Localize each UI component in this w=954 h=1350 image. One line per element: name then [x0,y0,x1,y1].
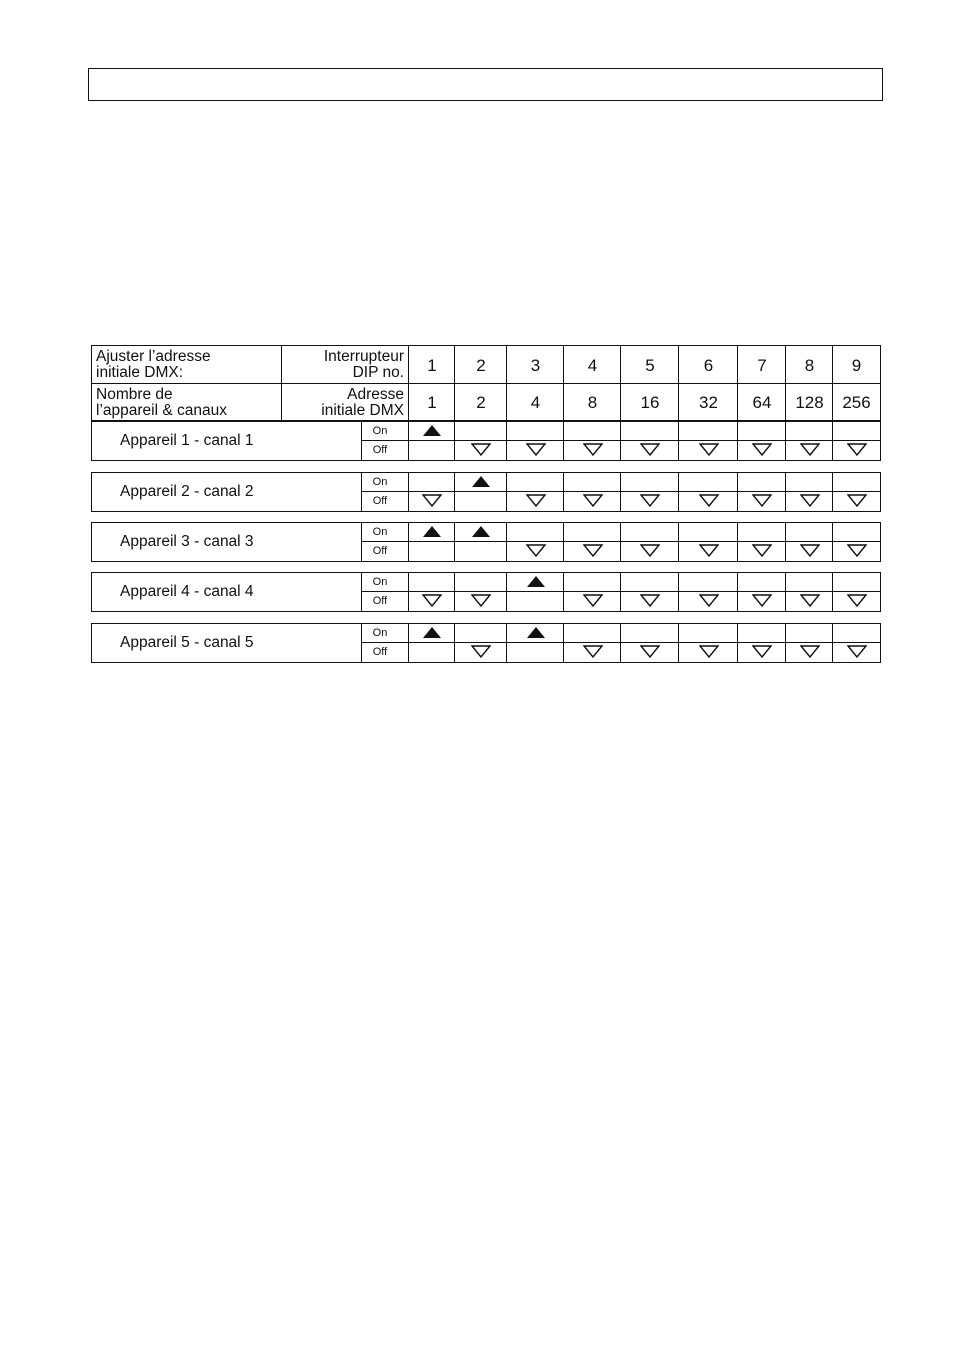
device-row [91,421,881,461]
dip-number-5: 5 [645,355,655,375]
row-column-line [737,473,738,511]
row-mid-line [361,541,880,542]
row-column-line [785,473,786,511]
row-column-line [678,473,679,511]
switch-off-icon [471,645,491,658]
switch-off-icon [800,594,820,607]
dip-address-5: 16 [640,392,660,412]
switch-off-icon [640,494,660,507]
dip-address-4: 8 [587,392,598,412]
row-column-line [454,473,455,511]
switch-off-icon [583,645,603,658]
row-column-line [620,624,621,662]
row-column-line [563,422,564,460]
header-row-line [92,383,880,384]
row-column-line [678,573,679,611]
row-column-line [408,624,409,662]
table-header [91,345,881,421]
row-column-line [832,473,833,511]
switch-off-icon [699,544,719,557]
row-column-line [408,473,409,511]
row-column-line [506,523,507,561]
title-box [88,68,883,101]
off-label: Off [372,495,388,507]
row-column-line [620,573,621,611]
switch-on-icon [422,525,442,538]
row-column-line [563,573,564,611]
switch-off-icon [422,594,442,607]
row-column-line [408,422,409,460]
row-column-line [832,624,833,662]
switch-off-icon [583,594,603,607]
dip-address-8: 128 [795,392,824,412]
row-column-line [563,473,564,511]
device-name: Appareil 5 - canal 5 [120,633,254,651]
row-mid-line [361,642,880,643]
row-column-line [506,573,507,611]
switch-off-icon [526,443,546,456]
row-column-line [832,523,833,561]
row-column-line [737,523,738,561]
row-column-line [785,573,786,611]
dip-address-6: 32 [699,392,718,412]
switch-off-icon [847,645,867,658]
dip-switch-table [91,345,881,658]
dip-number-8: 8 [804,355,815,375]
switch-off-icon [640,645,660,658]
device-row [91,522,881,562]
dip-number-3: 3 [530,355,541,375]
header-adjust-label: Ajuster l’adresse initiale DMX: [96,348,211,381]
device-row [91,623,881,663]
switch-off-icon [847,544,867,557]
switch-off-icon [699,443,719,456]
switch-off-icon [800,494,820,507]
row-column-line [506,473,507,511]
row-mid-line [361,591,880,592]
row-column-line [506,624,507,662]
header-device-label: Nombre de l’appareil & canaux [96,386,227,419]
switch-off-icon [752,645,772,658]
switch-on-icon [422,424,442,437]
switch-off-icon [752,544,772,557]
dip-address-2: 2 [476,392,486,412]
switch-off-icon [800,645,820,658]
header-dip-label: Interrupteur DIP no. [323,348,404,381]
dip-number-1: 1 [427,355,437,375]
switch-on-icon [526,626,546,639]
dip-number-2: 2 [476,355,486,375]
row-column-line [563,624,564,662]
row-column-line [454,624,455,662]
row-column-line [785,624,786,662]
row-column-line [454,422,455,460]
row-column-line [620,523,621,561]
row-column-line [620,422,621,460]
row-column-line [737,573,738,611]
switch-off-icon [526,544,546,557]
row-column-line [506,422,507,460]
on-label: On [372,425,388,437]
dip-address-3: 4 [530,392,541,412]
dip-address-7: 64 [752,392,772,412]
switch-off-icon [800,544,820,557]
switch-off-icon [800,443,820,456]
switch-off-icon [471,594,491,607]
switch-off-icon [583,494,603,507]
on-label: On [372,526,388,538]
switch-off-icon [699,645,719,658]
switch-off-icon [640,443,660,456]
switch-off-icon [847,494,867,507]
row-column-line [785,422,786,460]
switch-on-icon [471,525,491,538]
row-column-line [678,624,679,662]
device-row [91,472,881,512]
switch-off-icon [471,443,491,456]
device-name: Appareil 2 - canal 2 [120,482,254,500]
on-label: On [372,627,388,639]
off-label: Off [372,444,388,456]
row-mid-line [361,440,880,441]
row-column-line [454,523,455,561]
switch-off-icon [422,494,442,507]
switch-off-icon [752,494,772,507]
switch-off-icon [752,594,772,607]
switch-off-icon [583,544,603,557]
row-column-line [408,523,409,561]
device-row [91,572,881,612]
dip-number-9: 9 [851,355,862,375]
row-column-line [785,523,786,561]
row-column-line [563,523,564,561]
device-name: Appareil 3 - canal 3 [120,532,254,550]
row-column-line [408,573,409,611]
switch-off-icon [699,494,719,507]
row-column-line [737,624,738,662]
row-column-line [620,473,621,511]
switch-on-icon [526,575,546,588]
dip-number-7: 7 [757,355,767,375]
switch-off-icon [847,594,867,607]
on-label: On [372,476,388,488]
row-column-line [737,422,738,460]
row-column-line [678,523,679,561]
row-mid-line [361,491,880,492]
switch-off-icon [847,443,867,456]
switch-on-icon [471,475,491,488]
switch-off-icon [583,443,603,456]
switch-off-icon [640,544,660,557]
switch-off-icon [752,443,772,456]
device-name: Appareil 1 - canal 1 [120,431,254,449]
switch-off-icon [699,594,719,607]
switch-off-icon [640,594,660,607]
dip-number-4: 4 [587,355,598,375]
switch-on-icon [422,626,442,639]
switch-off-icon [526,494,546,507]
off-label: Off [372,646,388,658]
row-column-line [832,422,833,460]
header-address-label: Adresse initiale DMX [321,386,404,419]
row-column-line [454,573,455,611]
dip-address-1: 1 [427,392,437,412]
dip-address-9: 256 [842,392,871,412]
row-column-line [832,573,833,611]
dip-number-6: 6 [703,355,714,375]
on-label: On [372,576,388,588]
device-name: Appareil 4 - canal 4 [120,582,254,600]
row-column-line [678,422,679,460]
off-label: Off [372,595,388,607]
off-label: Off [372,545,388,557]
